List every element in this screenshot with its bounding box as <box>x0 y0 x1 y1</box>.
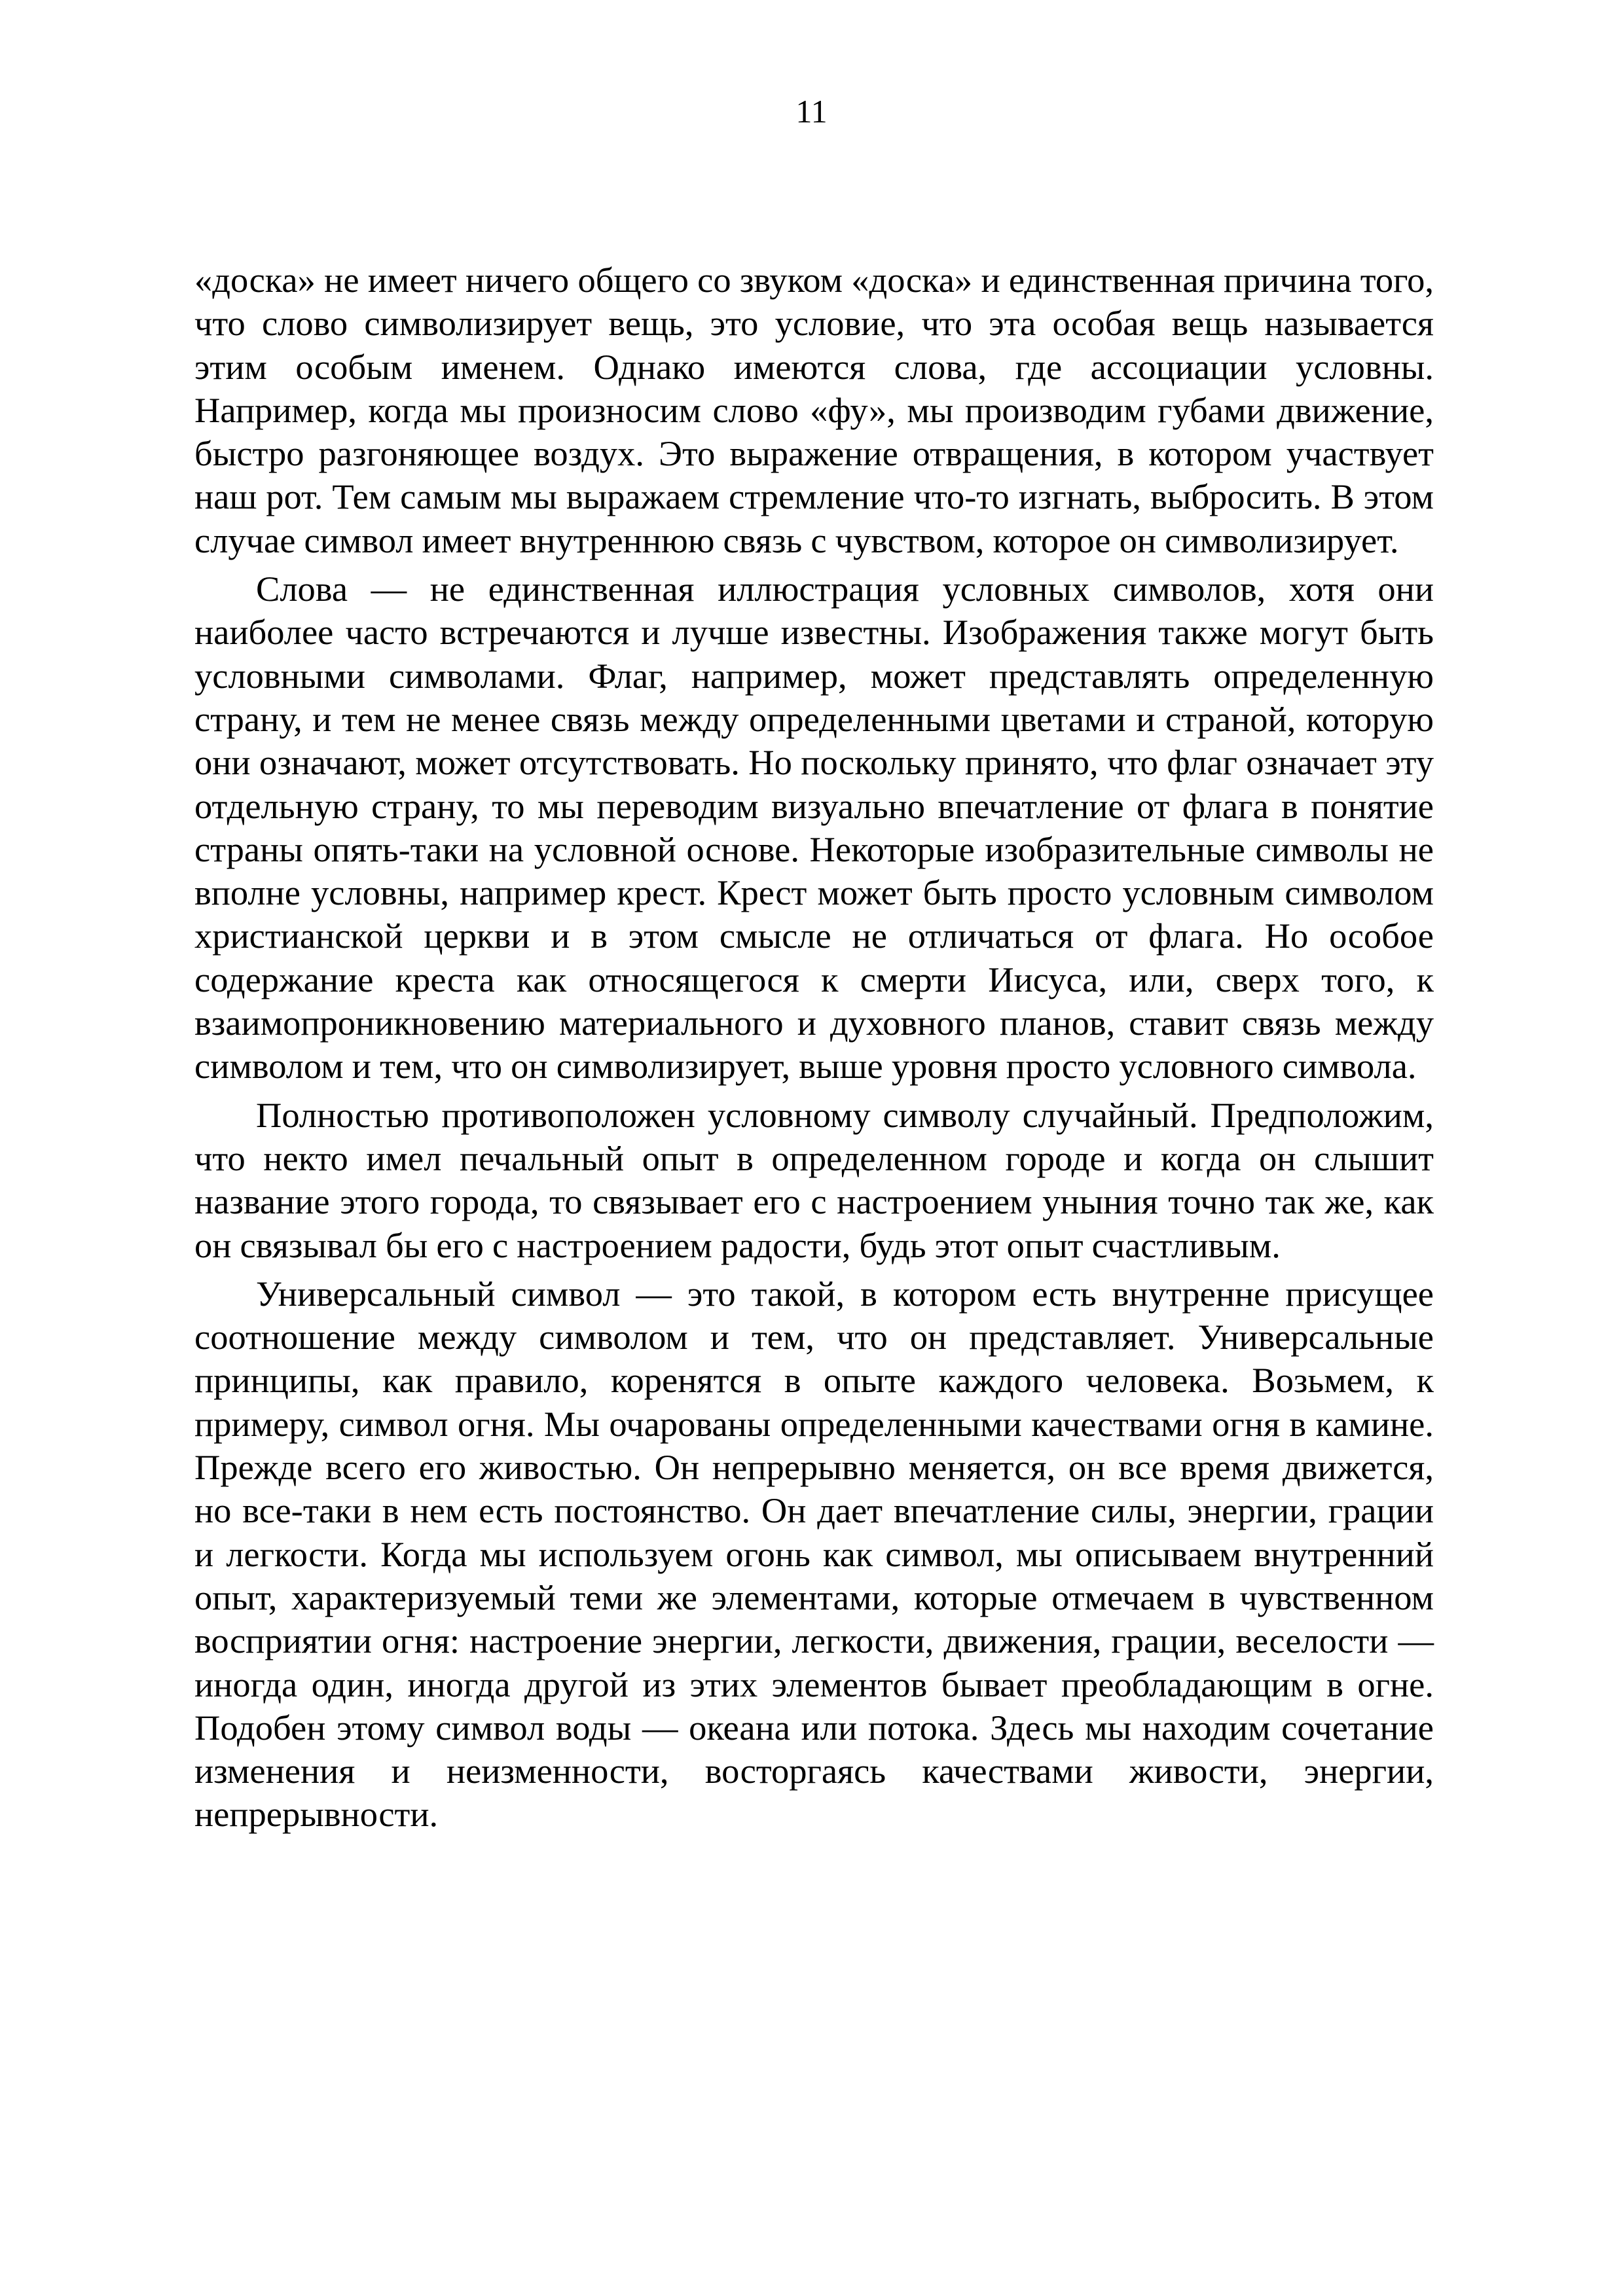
page-number: 11 <box>795 93 828 130</box>
paragraph-accidental-symbol: Полностью противоположен условному символу случайный. Предположим, что некто имел печальный опыт в определенном городе и когда он слышит название этого города, то связывает его с настроением уныния точно так же, как он связывал бы его с настроением радости, будь этот опыт счастливым. <box>194 1094 1434 1265</box>
paragraph-universal-symbol: Универсальный символ — это такой, в котором есть внутренне присущее соотношение между символом и тем, что он представляет. Универсальные принципы, как правило, коренятся в опыте каждого человека. Возьмем, к примеру, символ огня. Мы очарованы определенными качествами огня в камине. Прежде всего его живостью. Он непрерывно меняется, он все время движется, но все-таки в нем есть постоянство. Он дает впечатление силы, энергии, грации и легкости. Когда мы используем огонь как символ, мы описываем внутренний опыт, характеризуемый теми же элементами, которые отмечаем в чувственном восприятии огня: настроение энергии, легкости, движения, грации, веселости — иногда один, иногда другой из этих элементов бывает преобладающим в огне. Подобен этому символ воды — океана или потока. Здесь мы находим сочетание изменения и неизменности, восторгаясь качествами живости, энергии, непрерывности. <box>194 1273 1434 1835</box>
paragraph-continuation: «доска» не имеет ничего общего со звуком «доска» и единственная причина того, что слово символизирует вещь, это условие, что эта особая вещь называется этим особым именем. Однако имеются слова, где ассоциации условны. Например, когда мы произносим слово «фу», мы производим губами движение, быстро разгоняющее воздух. Это выражение отвращения, в котором участвует наш рот. Тем самым мы выражаем стремление что-то изгнать, выбросить. В этом случае символ имеет внутреннюю связь с чувством, которое он символизирует. <box>194 260 1434 560</box>
paragraph-words-as-symbols: Слова — не единственная иллюстрация условных символов, хотя они наиболее часто встречаются и лучше известны. Изображения также могут быть условными символами. Флаг, например, может представлять определенную страну, и тем не менее связь между определенными цветами и страной, которую они означают, может отсутствовать. Но поскольку принято, что флаг означает эту отдельную страну, то мы переводим визуально впечатление от флага в понятие страны опять-таки на условной основе. Некоторые изобразительные символы не вполне условны, например крест. Крест может быть просто условным символом христианской церкви и в этом смысле не отличаться от флага. Но особое содержание креста как относящегося к смерти Иисуса, или, сверх того, к взаимопроникновению материального и духовного планов, ставит связь между символом и тем, что он символизирует, выше уровня просто условного символа. <box>194 569 1434 1086</box>
text-body <box>194 259 1434 1842</box>
